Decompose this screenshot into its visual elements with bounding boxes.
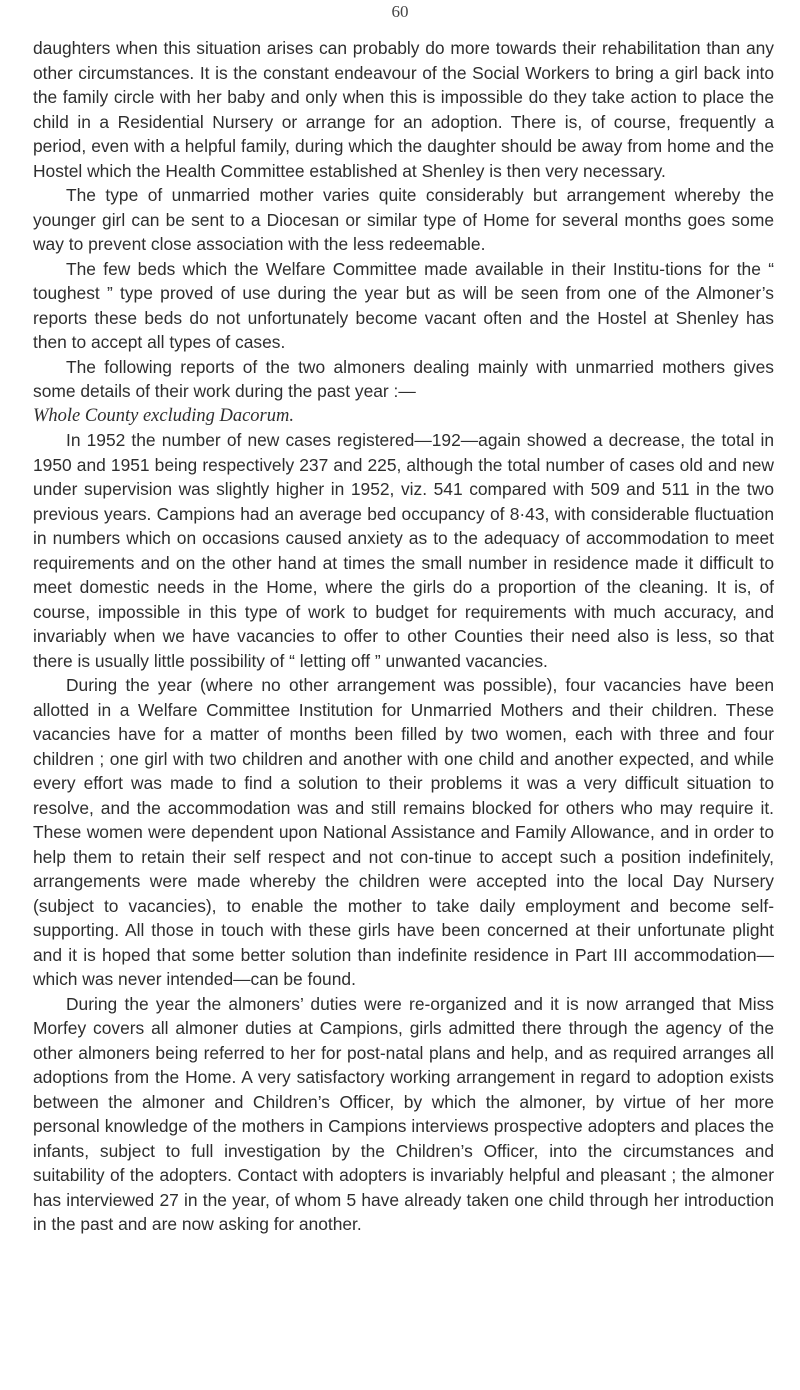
paragraph-cases-1952: In 1952 the number of new cases registered—192—again showed a decrease, the total in 1950 and 1951 being respectively 237 and 225, although the total number of cases old and new under supervision was slightly higher in 1952, viz. 541 compared with 509 and 511 in the two previous years. Campions had an average bed occupancy of 8·43, with considerable fluctuation in numbers which on occasions caused anxiety as to the adequacy of accommodation to meet requirements and on the other hand at times the small number in residence made it difficult to meet domestic needs in the Home, where the girls do a proportion of the cleaning. It is, of course, impossible in this type of work to budget for requirements with much accuracy, and invariably when we have vacancies to offer to other Counties their need also is less, so that there is usually little possibility of “ letting off ” unwanted vacancies. (33, 430, 774, 671)
body-text (33, 36, 774, 1237)
page-number: 60 (391, 2, 409, 21)
paragraph-reports-intro: The following reports of the two almoners dealing mainly with unmarried mothers gives some details of their work during the past year :— (33, 356, 774, 401)
paragraph-welfare-beds: The few beds which the Welfare Committee made available in their Institu-tions for the “ toughest ” type proved of use during the year but as will be seen from one of the Almoner’s reports these beds do not unfortunately become vacant often and the Hostel at Shenley has then to accept all types of cases. (33, 258, 774, 352)
paragraph-unmarried-mother-types: The type of unmarried mother varies quite considerably but arrangement whereby the younger girl can be sent to a Diocesan or similar type of Home for several months goes some way to prevent close association with the less redeemable. (33, 185, 774, 254)
section-heading: Whole County excluding Dacorum. (33, 405, 294, 426)
paragraph-continuation: daughters when this situation arises can probably do more towards their rehabilitation than any other circumstances. It is the constant endeavour of the Social Workers to bring a girl back into the family circle with her baby and only when this is impossible do they take action to place the child in a Residential Nursery or arrange for an adoption. There is, of course, frequently a period, even with a helpful family, during which the daughter should be away from home and the Hostel which the Health Committee established at Shenley is then very necessary. (33, 38, 774, 181)
paragraph-almoners-reorganized: During the year the almoners’ duties were re-organized and it is now arranged that Miss Morfey covers all almoner duties at Campions, girls admitted there through the agency of the other almoners being referred to her for post-natal plans and help, and as required arranges all adoptions from the Home. A very satisfactory working arrangement in regard to adoption exists between the almoner and Children’s Officer, by which the almoner, by virtue of her more personal knowledge of the mothers in Campions interviews prospective adopters and places the infants, subject to full investigation by the Children’s Officer, into the circumstances and suitability of the adopters. Contact with adopters is invariably helpful and pleasant ; the almoner has interviewed 27 in the year, of whom 5 have already taken one child through her introduction in the past and are now asking for another. (33, 993, 774, 1234)
paragraph-vacancies: During the year (where no other arrangement was possible), four vacancies have been allotted in a Welfare Committee Institution for Unmarried Mothers and their children. These vacancies have for a matter of months been filled by two women, each with three and four children ; one girl with two children and another with one child and another expected, and while every effort was made to find a solution to their problems it was a very difficult situation to resolve, and the accommodation was and still remains blocked for others who may require it. These women were dependent upon National Assistance and Family Allowance, and in order to help them to retain their self respect and not con-tinue to accept such a position indefinitely, arrangements were made whereby the children were accepted into the local Day Nursery (subject to vacancies), to enable the mother to take daily employment and become self-supporting. All those in touch with these girls have been concerned at their unfortunate plight and it is hoped that some better solution than indefinite residence in Part III accommodation—which was never intended—can be found. (33, 675, 774, 989)
